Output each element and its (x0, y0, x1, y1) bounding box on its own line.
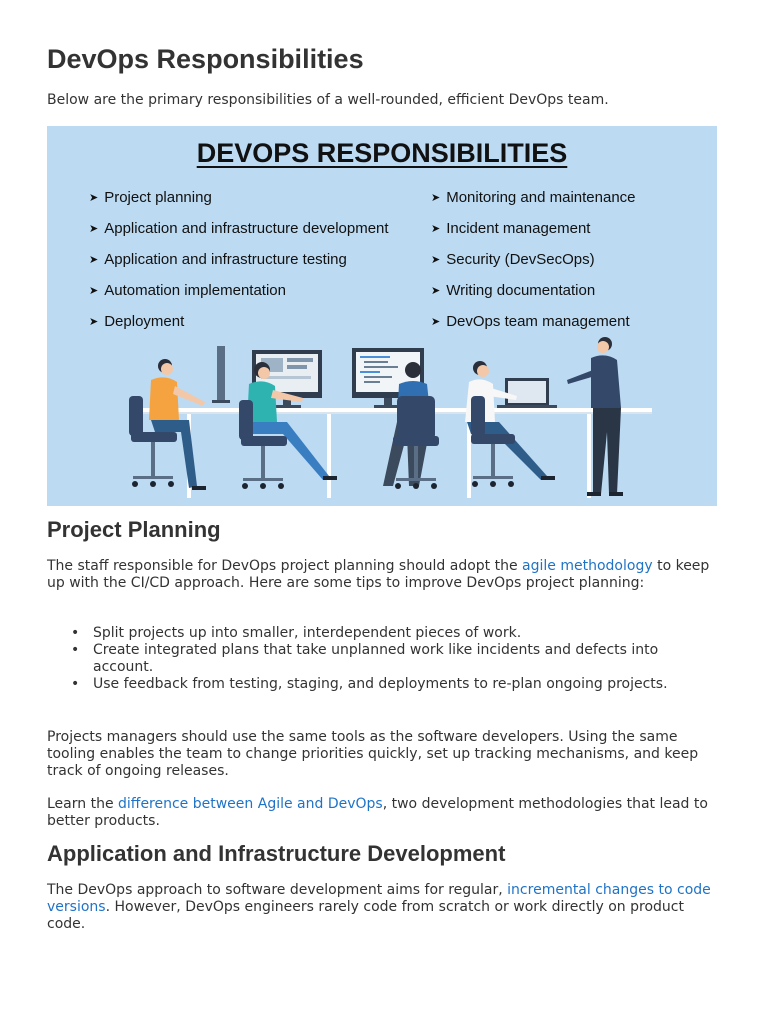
arrow-bullet-icon: ➤ (431, 285, 441, 297)
responsibility-item: ➤ Security (DevSecOps) (431, 251, 595, 268)
responsibility-item: ➤ Writing documentation (431, 282, 596, 299)
agile-methodology-link[interactable]: agile methodology (522, 558, 653, 574)
intro-paragraph: Below are the primary responsibilities of a well-rounded, efficient DevOps team. (47, 92, 609, 108)
section-heading-app-infra-development: Application and Infrastructure Development (47, 841, 506, 866)
arrow-bullet-icon: ➤ (89, 285, 99, 297)
arrow-bullet-icon: ➤ (89, 316, 99, 328)
responsibility-item: ➤ Automation implementation (89, 282, 286, 299)
infographic-title: DEVOPS RESPONSIBILITIES (196, 138, 568, 168)
agile-vs-devops-paragraph: Learn the difference between Agile and DevOps, two development methodologies that lead to better products. (47, 796, 708, 829)
agile-vs-devops-link[interactable]: difference between Agile and DevOps (118, 796, 383, 812)
project-planning-intro: The staff responsible for DevOps project planning should adopt the agile methodology to keep up with the CI/CD approach. Here are some tips to improve DevOps project planning: (47, 558, 710, 591)
team-at-desks-illustration (47, 336, 717, 506)
list-item: • Split projects up into smaller, interdependent pieces of work. (47, 625, 721, 642)
responsibility-item: ➤ Incident management (431, 220, 591, 237)
developer-figure (129, 359, 206, 490)
project-planning-tools-paragraph: Projects managers should use the same tools as the software developers. Using the same tooling enables the team to change priorities quickly, set up tracking mechanisms, and keep track of ongoing releases. (47, 729, 699, 779)
responsibilities-infographic (47, 126, 717, 506)
responsibilities-right-list (431, 189, 636, 344)
incremental-changes-link[interactable]: incremental changes to code versions (47, 882, 711, 915)
responsibility-item: ➤ Project planning (89, 189, 212, 206)
arrow-bullet-icon: ➤ (89, 223, 99, 235)
planning-tips-list (47, 625, 721, 693)
arrow-bullet-icon: ➤ (431, 223, 441, 235)
manager-figure (567, 337, 623, 496)
arrow-bullet-icon: ➤ (431, 192, 441, 204)
responsibility-item: ➤ Deployment (89, 313, 185, 330)
arrow-bullet-icon: ➤ (431, 316, 441, 328)
responsibility-item: ➤ DevOps team management (431, 313, 630, 330)
section-heading-project-planning: Project Planning (47, 517, 221, 542)
list-item: • Use feedback from testing, staging, and deployments to re-plan ongoing projects. (47, 676, 721, 693)
responsibility-item: ➤ Monitoring and maintenance (431, 189, 636, 206)
responsibility-item: ➤ Application and infrastructure testing (89, 251, 347, 268)
responsibilities-left-list (89, 189, 389, 344)
list-item: • Create integrated plans that take unplanned work like incidents and defects into account. (47, 642, 721, 676)
arrow-bullet-icon: ➤ (89, 192, 99, 204)
monitor-icon (212, 346, 230, 403)
arrow-bullet-icon: ➤ (431, 254, 441, 266)
app-infra-intro: The DevOps approach to software development aims for regular, incremental changes to code versions. However, DevOps engineers rarely code from scratch or work directly on product code. (47, 882, 711, 932)
responsibility-item: ➤ Application and infrastructure development (89, 220, 389, 237)
arrow-bullet-icon: ➤ (89, 254, 99, 266)
page-title: DevOps Responsibilities (47, 44, 364, 74)
